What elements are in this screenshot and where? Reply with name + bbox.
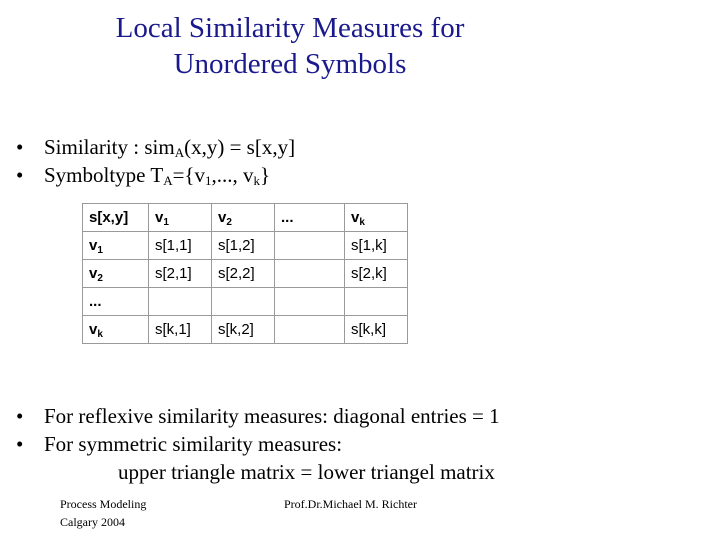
table-cell: s[1,2]	[212, 232, 275, 260]
similarity-suffix: (x,y) = s[x,y]	[184, 135, 296, 159]
similarity-prefix: Similarity : sim	[44, 135, 175, 159]
table-cell	[212, 288, 275, 316]
row-label-base: v	[89, 321, 98, 338]
table-cell: s[2,k]	[345, 260, 408, 288]
row-label	[83, 288, 149, 316]
header-v2-sub: 2	[226, 217, 232, 228]
symmetric-text: For symmetric similarity measures:	[44, 432, 343, 456]
table-cell	[345, 288, 408, 316]
table-row	[83, 232, 408, 260]
table-cell	[275, 316, 345, 344]
table-cell: s[k,2]	[212, 316, 275, 344]
footer-author: Prof.Dr.Michael M. Richter	[284, 497, 417, 511]
header-cell-v2	[212, 204, 275, 232]
table-row	[83, 260, 408, 288]
symboltype-mid2: ,..., v	[211, 163, 254, 187]
bullet-dot: •	[16, 163, 24, 187]
bottom-bullet-list	[16, 402, 500, 486]
header-cell-vk	[345, 204, 408, 232]
header-vk-sub: k	[359, 217, 365, 228]
slide-title	[0, 10, 580, 82]
bullet-similarity	[16, 133, 295, 161]
footer-left	[60, 495, 146, 531]
slide-title-line2: Unordered Symbols	[173, 48, 407, 80]
symboltype-sub-1: 1	[205, 173, 212, 188]
header-cell-v1	[149, 204, 212, 232]
bullet-dot: •	[16, 404, 24, 428]
symboltype-sub-k: k	[253, 173, 261, 188]
row-label-base: v	[89, 237, 98, 254]
table-row	[83, 316, 408, 344]
row-label-sub: 1	[97, 245, 103, 256]
table-cell: s[2,2]	[212, 260, 275, 288]
slide-title-line1: Local Similarity Measures for	[115, 12, 465, 44]
bullet-reflexive	[16, 402, 500, 430]
bullet-symboltype	[16, 161, 295, 189]
header-v2-base: v	[218, 209, 227, 226]
similarity-matrix-table	[82, 203, 408, 344]
table-cell: s[1,1]	[149, 232, 212, 260]
table-cell	[275, 288, 345, 316]
footer-left-line2: Calgary 2004	[60, 515, 125, 529]
footer-left-line1: Process Modeling	[60, 497, 147, 511]
bullet-dot: •	[16, 135, 24, 159]
bullet-symmetric	[16, 430, 500, 458]
header-v1-sub: 1	[163, 217, 169, 228]
row-label-base: ...	[89, 293, 102, 310]
bullet-dot: •	[16, 432, 24, 456]
table-cell	[149, 288, 212, 316]
table-cell: s[k,k]	[345, 316, 408, 344]
header-vk-base: v	[351, 209, 360, 226]
symboltype-mid1: ={v	[172, 163, 206, 187]
top-bullet-list	[16, 133, 295, 189]
row-label-sub: 2	[97, 273, 103, 284]
symmetric-continuation: upper triangle matrix = lower triangel matrix	[118, 460, 495, 484]
table-cell: s[k,1]	[149, 316, 212, 344]
table-cell	[275, 260, 345, 288]
header-v1-base: v	[155, 209, 164, 226]
table-cell: s[2,1]	[149, 260, 212, 288]
symboltype-prefix: Symboltype T	[44, 163, 164, 187]
row-label	[83, 316, 149, 344]
row-label-sub: k	[97, 329, 103, 340]
header-cell-ellipsis: ...	[275, 204, 345, 232]
table-cell: s[1,k]	[345, 232, 408, 260]
symboltype-suffix: }	[260, 163, 271, 187]
row-label	[83, 260, 149, 288]
symboltype-sub-a: A	[163, 173, 173, 188]
table-header-row	[83, 204, 408, 232]
table-cell	[275, 232, 345, 260]
row-label-base: v	[89, 265, 98, 282]
similarity-sub: A	[174, 145, 185, 160]
header-cell-sxy: s[x,y]	[83, 204, 149, 232]
table-row	[83, 288, 408, 316]
reflexive-text: For reflexive similarity measures: diagonal entries = 1	[44, 404, 500, 428]
row-label	[83, 232, 149, 260]
